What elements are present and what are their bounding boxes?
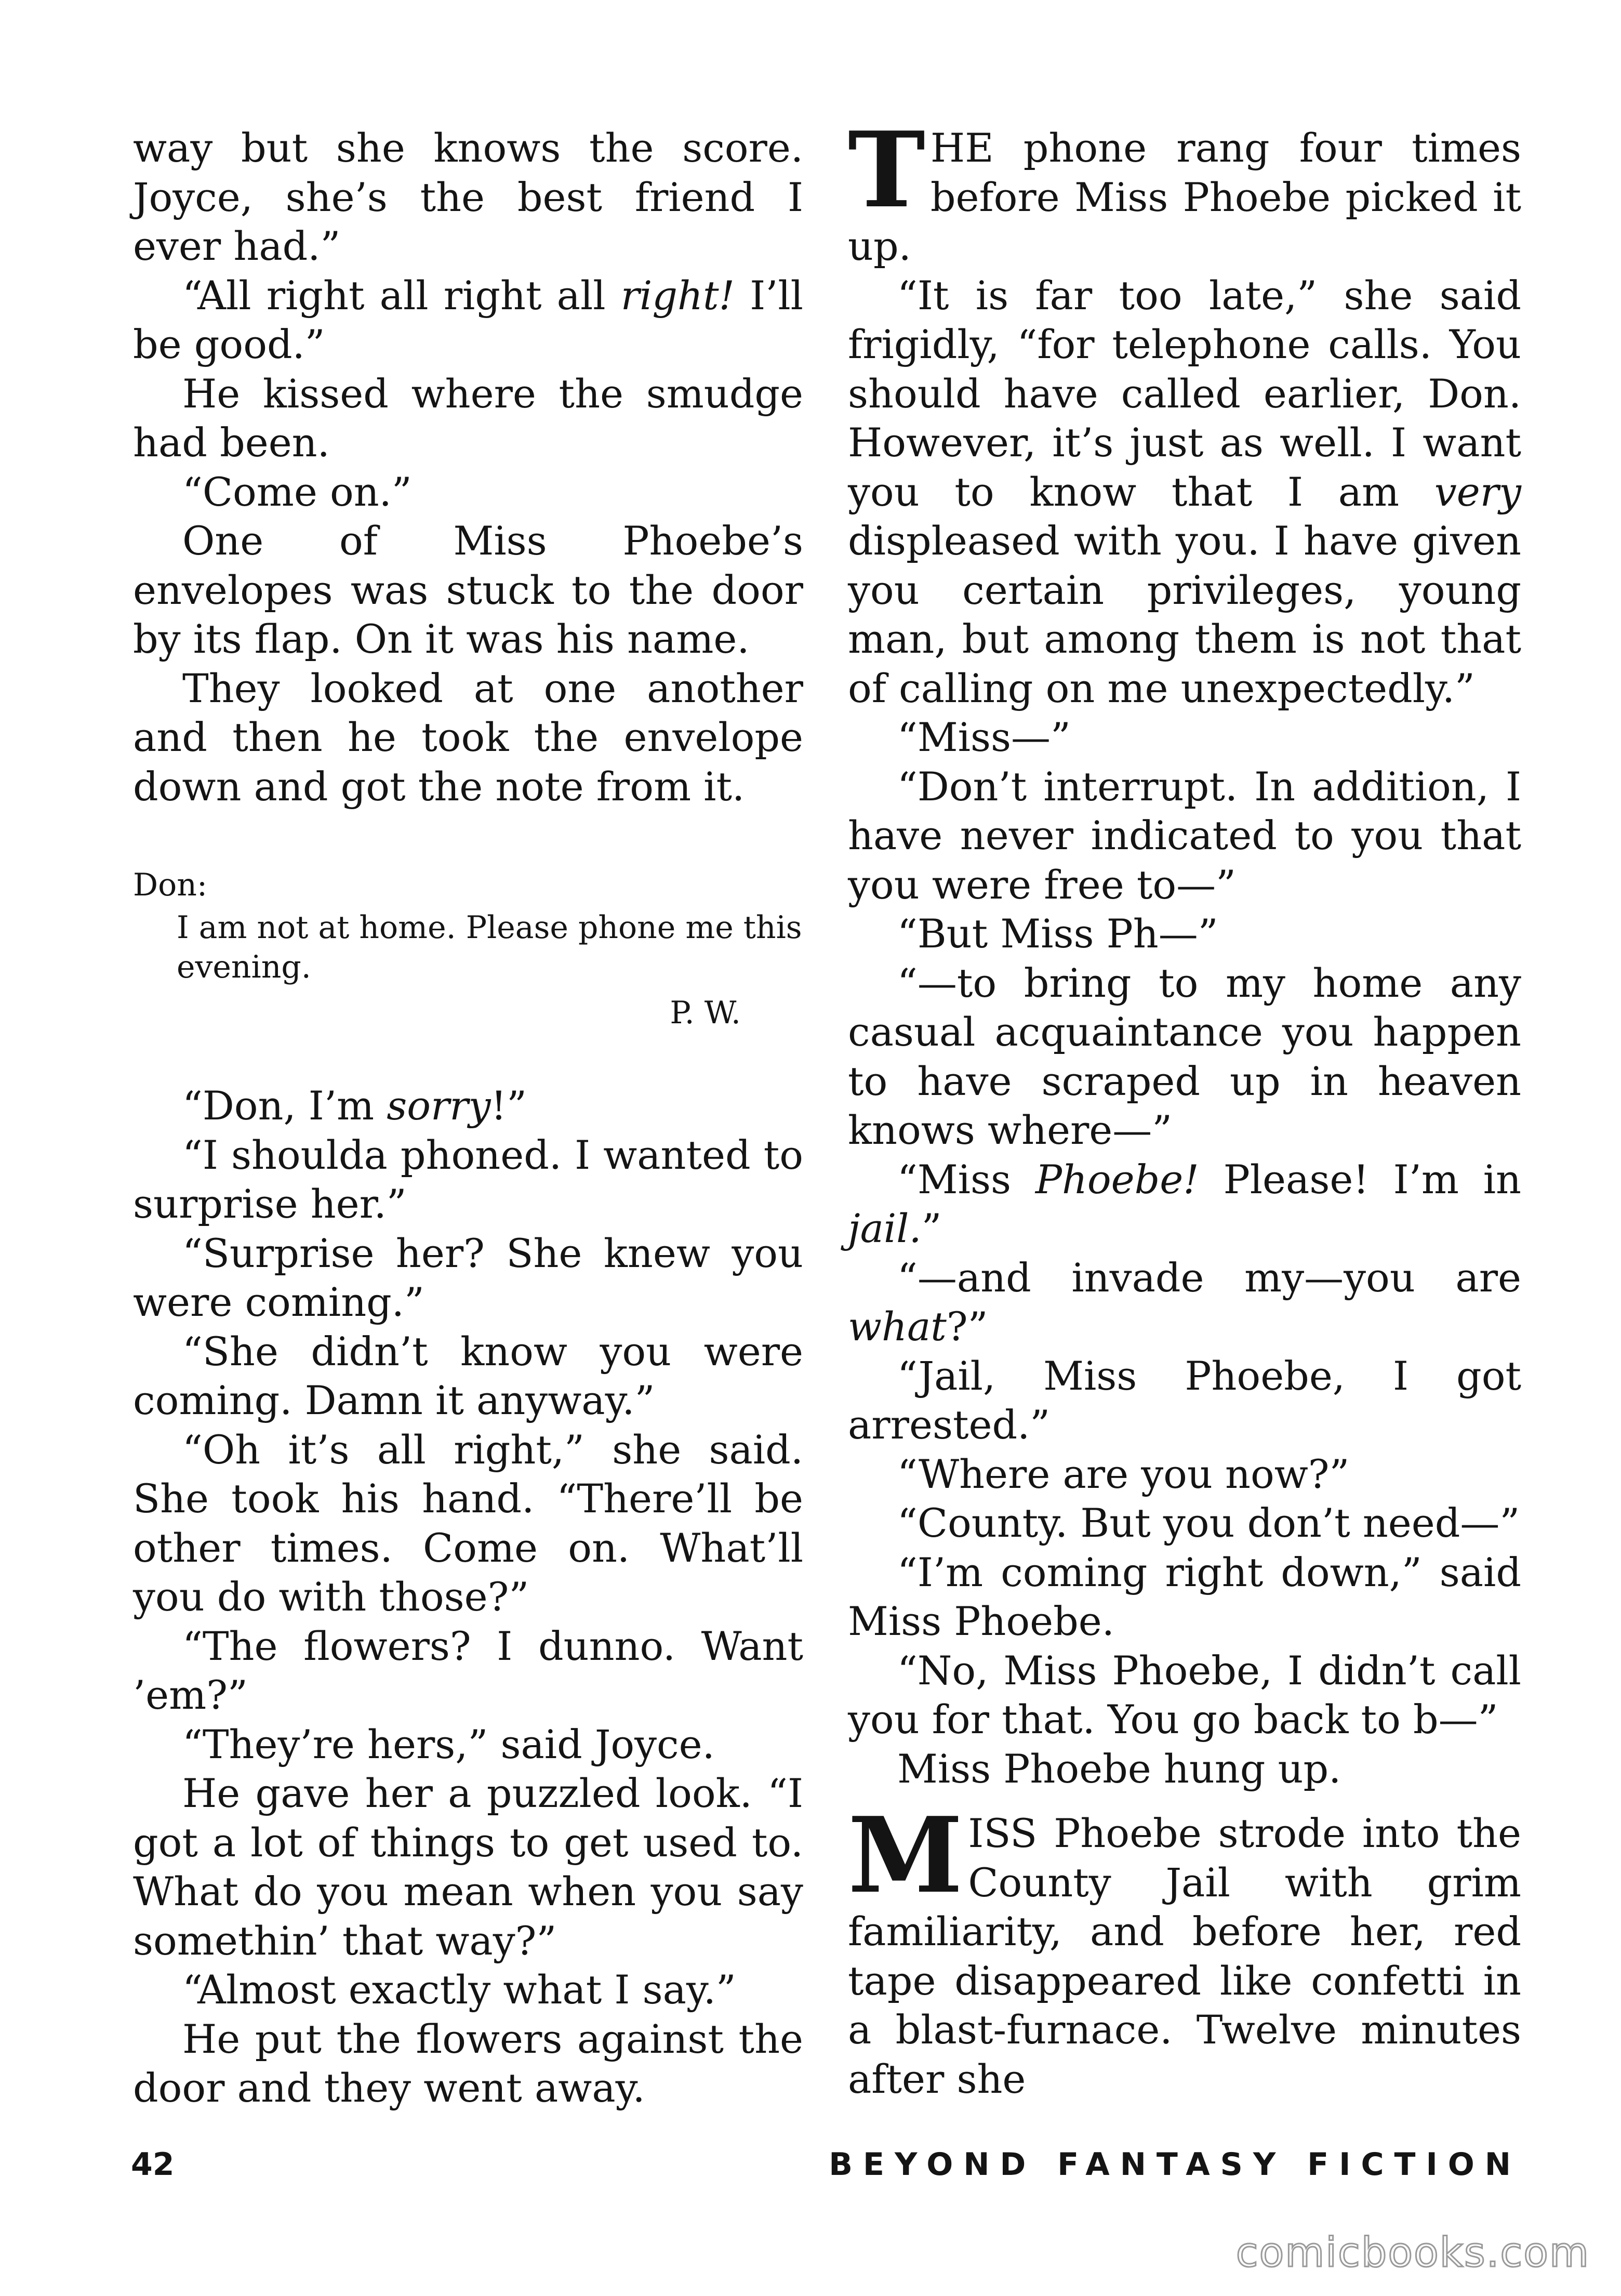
drop-cap: M	[848, 1794, 963, 1917]
paragraph: One of Miss Phoebe’s envelopes was stuck to the door by its flap. On it was his name.	[133, 518, 803, 662]
paragraph: “Don, I’m sorry!”	[182, 1083, 527, 1129]
paragraph: “They’re hers,” said Joyce.	[182, 1721, 715, 1767]
section-opening	[848, 109, 1521, 271]
note-body: I am not at home. Please phone me this evening.	[177, 909, 802, 985]
paragraph: “Almost exactly what I say.”	[182, 1967, 736, 2013]
section-spacer	[133, 811, 803, 860]
paragraph: He put the flowers against the door and they went away.	[133, 2015, 803, 2111]
watermark: comicbooks.com	[1235, 2229, 1590, 2276]
paragraph: “Oh it’s all right,” she said. She took his hand. “There’ll be other times. Come on. What’ll you do with those?”	[133, 1426, 803, 1620]
paragraph: “It is far too late,” she said frigidly, “for telephone calls. You should have called earlier, Don. However, it’s just as well. I want you to know that I am very displeased with you. I have given you certain privileges, young man, but among them is not that of calling on me unexpectedly.”	[848, 272, 1521, 711]
drop-cap: T	[848, 109, 925, 231]
paragraph: “I’m coming right down,” said Miss Phoebe.	[848, 1549, 1521, 1644]
paragraph: They looked at one another and then he took the envelope down and got the note from it.	[133, 665, 803, 810]
paragraph: HE phone rang four times before Miss Phoebe picked it up.	[848, 125, 1521, 269]
paragraph: “No, Miss Phoebe, I didn’t call you for that. You go back to b—”	[848, 1647, 1521, 1743]
section-spacer	[133, 1033, 803, 1081]
right-column	[848, 109, 1522, 2104]
note-salutation: Don:	[133, 867, 208, 903]
magazine-title: BEYOND FANTASY FICTION	[829, 2146, 1521, 2183]
paragraph: way but she knows the score. Joyce, she’s the best friend I ever had.”	[133, 125, 803, 269]
paragraph: “She didn’t know you were coming. Damn it anyway.”	[133, 1328, 803, 1423]
paragraph: “I shoulda phoned. I wanted to surprise her.”	[133, 1131, 803, 1227]
paragraph: “Jail, Miss Phoebe, I got arrested.”	[848, 1352, 1521, 1448]
paragraph: Miss Phoebe hung up.	[897, 1745, 1341, 1792]
note-signature: P. W.	[670, 995, 741, 1031]
paragraph: “Don’t interrupt. In addition, I have never indicated to you that you were free to—”	[848, 763, 1521, 908]
paragraph: “The flowers? I dunno. Want ’em?”	[133, 1622, 803, 1718]
paragraph: He gave her a puzzled look. “I got a lot of things to get used to. What do you mean when you say somethin’ that way?”	[133, 1770, 803, 1964]
page-number: 42	[131, 2146, 175, 2183]
paragraph: “—and invade my—you are what?”	[848, 1254, 1521, 1350]
handwritten-note	[133, 865, 803, 1033]
paragraph: He kissed where the smudge had been.	[133, 370, 803, 466]
paragraph: “Surprise her? She knew you were coming.”	[133, 1230, 803, 1325]
paragraph: “Come on.”	[182, 468, 412, 515]
paragraph: “County. But you don’t need—”	[897, 1500, 1520, 1546]
page-footer	[131, 2146, 1521, 2188]
paragraph: “All right all right all right! I’ll be good.”	[133, 272, 803, 367]
paragraph: “But Miss Ph—”	[897, 911, 1218, 957]
paragraph: “—to bring to my home any casual acquaintance you happen to have scraped up in heaven knows where—”	[848, 959, 1521, 1153]
paragraph: “Miss Phoebe! Please! I’m in jail.”	[848, 1156, 1522, 1251]
paragraph: “Where are you now?”	[897, 1450, 1350, 1497]
paragraph: ISS Phoebe strode into the County Jail with grim familiarity, and before her, red tape disappeared like confetti in a blast-furnace. Twelve minutes after she	[848, 1810, 1521, 2102]
section-opening	[848, 1794, 1521, 2104]
left-column	[133, 124, 803, 2113]
paragraph: “Miss—”	[897, 714, 1071, 760]
